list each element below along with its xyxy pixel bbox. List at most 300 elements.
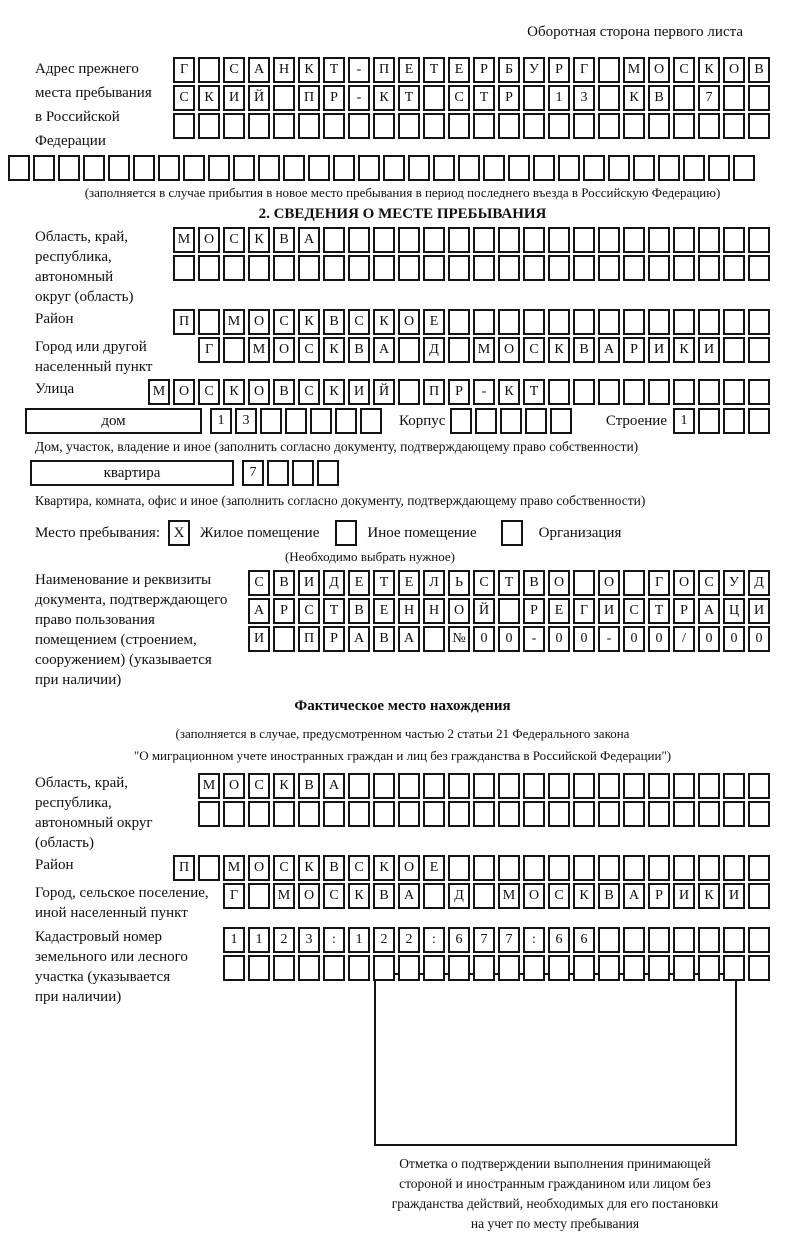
char-cell — [475, 408, 497, 434]
char-cell — [523, 773, 545, 799]
char-cell: О — [173, 379, 195, 405]
char-cell: С — [248, 570, 270, 596]
char-cell — [198, 801, 220, 827]
char-cell — [523, 85, 545, 111]
section2-title: 2. СВЕДЕНИЯ О МЕСТЕ ПРЕБЫВАНИЯ — [258, 206, 547, 222]
char-cell — [323, 227, 345, 253]
char-cell: О — [398, 309, 420, 335]
char-cell: С — [623, 598, 645, 624]
char-cell: 0 — [698, 626, 720, 652]
char-cell — [298, 113, 320, 139]
char-cell — [423, 227, 445, 253]
cadastral-row-1 — [223, 927, 770, 953]
char-cell: А — [248, 598, 270, 624]
char-cell: А — [298, 227, 320, 253]
char-cell — [498, 113, 520, 139]
char-cell — [548, 255, 570, 281]
char-cell — [748, 255, 770, 281]
char-cell: : — [323, 927, 345, 953]
char-cell: С — [223, 57, 245, 83]
char-cell: О — [223, 773, 245, 799]
char-cell: Т — [423, 57, 445, 83]
char-cell: 7 — [242, 460, 264, 486]
char-cell: П — [298, 85, 320, 111]
char-cell — [748, 927, 770, 953]
char-cell: В — [348, 598, 370, 624]
cadastral-label: Кадастровый номер земельного или лесного участка (указывается при наличии) — [35, 929, 188, 1005]
char-cell: В — [373, 626, 395, 652]
flat-number-row — [242, 460, 339, 486]
char-cell: Т — [323, 57, 345, 83]
char-cell — [698, 255, 720, 281]
char-cell — [533, 155, 555, 181]
char-cell — [498, 227, 520, 253]
char-cell: - — [523, 626, 545, 652]
house-number-row — [210, 408, 382, 434]
char-cell: В — [273, 379, 295, 405]
char-cell: О — [248, 855, 270, 881]
char-cell — [548, 855, 570, 881]
char-cell — [298, 955, 320, 981]
char-cell — [708, 155, 730, 181]
char-cell — [623, 927, 645, 953]
char-cell — [398, 337, 420, 363]
char-cell — [348, 255, 370, 281]
char-cell: Ь — [448, 570, 470, 596]
char-cell — [423, 773, 445, 799]
char-cell — [673, 773, 695, 799]
char-cell: В — [348, 337, 370, 363]
char-cell — [258, 155, 280, 181]
char-cell — [748, 955, 770, 981]
char-cell — [473, 801, 495, 827]
char-cell: Й — [373, 379, 395, 405]
char-cell — [58, 155, 80, 181]
char-cell: 6 — [448, 927, 470, 953]
char-cell — [723, 255, 745, 281]
char-cell — [198, 57, 220, 83]
char-cell: С — [523, 337, 545, 363]
fact-region-label: Область, край, республика, автономный округ (область) — [35, 775, 153, 851]
char-cell — [623, 113, 645, 139]
stroenie-label: Строение — [605, 412, 667, 429]
char-cell: К — [573, 883, 595, 909]
char-cell — [473, 255, 495, 281]
char-cell: В — [573, 337, 595, 363]
house-row — [35, 408, 770, 434]
char-cell: О — [198, 227, 220, 253]
char-cell: О — [673, 570, 695, 596]
char-cell — [658, 155, 680, 181]
fact-city-label: Город, сельское поселение, иной населенный пункт — [35, 885, 209, 921]
char-cell: 0 — [548, 626, 570, 652]
char-cell — [83, 155, 105, 181]
fact-region-row-2 — [198, 801, 770, 827]
char-cell — [598, 255, 620, 281]
char-cell: П — [423, 379, 445, 405]
char-cell — [423, 85, 445, 111]
char-cell — [523, 255, 545, 281]
stroenie-row — [673, 408, 770, 434]
char-cell: С — [323, 883, 345, 909]
stay-type-row — [35, 520, 770, 546]
city-field — [35, 337, 770, 377]
char-cell: Е — [448, 57, 470, 83]
char-cell: В — [748, 57, 770, 83]
prev-address-row-2 — [173, 85, 770, 111]
city-label: Город или другой населенный пункт — [35, 339, 153, 375]
char-cell — [698, 309, 720, 335]
char-cell: В — [373, 883, 395, 909]
char-cell — [423, 955, 445, 981]
char-cell: № — [448, 626, 470, 652]
char-cell — [525, 408, 547, 434]
char-cell — [573, 255, 595, 281]
char-cell — [358, 155, 380, 181]
char-cell — [698, 801, 720, 827]
char-cell — [723, 855, 745, 881]
char-cell: С — [673, 57, 695, 83]
char-cell: И — [598, 598, 620, 624]
char-cell: И — [648, 337, 670, 363]
char-cell — [673, 309, 695, 335]
char-cell — [498, 855, 520, 881]
actual-location-note: (заполняется в случае, предусмотренном частью 2 статьи 21 Федерального закона "О миграционном учете иностранных граждан и лиц без гражданства в Российской Федерации") — [133, 726, 672, 763]
char-cell: В — [273, 570, 295, 596]
char-cell — [473, 883, 495, 909]
char-cell — [573, 955, 595, 981]
option-label-zhiloe: Жилое помещение — [200, 524, 320, 541]
document-row-1 — [248, 570, 770, 596]
char-cell — [748, 227, 770, 253]
char-cell: К — [623, 85, 645, 111]
char-cell: Б — [498, 57, 520, 83]
char-cell — [323, 801, 345, 827]
char-cell: М — [623, 57, 645, 83]
stamp-note: Отметка о подтверждении выполнения принимающей стороной и иностранным гражданином или лицом без гражданства действий, необходимых для его постановки на учет по месту пребывания — [391, 1156, 719, 1231]
char-cell: Е — [423, 855, 445, 881]
char-cell — [648, 113, 670, 139]
char-cell — [273, 626, 295, 652]
char-cell: В — [323, 309, 345, 335]
char-cell — [523, 113, 545, 139]
char-cell: К — [248, 227, 270, 253]
char-cell — [648, 801, 670, 827]
char-cell — [548, 113, 570, 139]
char-cell: Т — [498, 570, 520, 596]
char-cell — [183, 155, 205, 181]
district-label: Район — [35, 311, 74, 327]
char-cell — [523, 309, 545, 335]
char-cell: К — [698, 57, 720, 83]
char-cell: 1 — [223, 927, 245, 953]
char-cell: 7 — [473, 927, 495, 953]
house-note: Дом, участок, владение и иное (заполнить согласно документу, подтверждающему право собственности) — [35, 439, 639, 454]
city-row — [198, 337, 770, 363]
char-cell — [273, 255, 295, 281]
char-cell — [398, 955, 420, 981]
char-cell: О — [523, 883, 545, 909]
char-cell — [673, 227, 695, 253]
char-cell — [433, 155, 455, 181]
option-label-organizatsiya: Организация — [538, 524, 622, 541]
char-cell — [598, 955, 620, 981]
char-cell — [673, 113, 695, 139]
street-row — [148, 379, 770, 405]
char-cell — [633, 155, 655, 181]
document-label: Наименование и реквизиты документа, подтверждающего право пользования помещением (строением, сооружением) (указывается при наличии) — [35, 572, 228, 688]
document-row-3 — [248, 626, 770, 652]
char-cell — [683, 155, 705, 181]
char-cell — [623, 379, 645, 405]
char-cell: Г — [648, 570, 670, 596]
char-cell — [292, 460, 314, 486]
char-cell — [423, 801, 445, 827]
char-cell — [248, 113, 270, 139]
char-cell: Й — [473, 598, 495, 624]
char-cell: А — [398, 626, 420, 652]
char-cell: Р — [673, 598, 695, 624]
char-cell: В — [523, 570, 545, 596]
char-cell — [623, 855, 645, 881]
char-cell — [198, 309, 220, 335]
char-cell: Г — [173, 57, 195, 83]
char-cell — [450, 408, 472, 434]
char-cell: Ц — [723, 598, 745, 624]
char-cell — [448, 955, 470, 981]
char-cell — [323, 255, 345, 281]
char-cell — [598, 57, 620, 83]
char-cell — [523, 855, 545, 881]
char-cell — [723, 227, 745, 253]
char-cell — [723, 773, 745, 799]
fact-city-row — [223, 883, 770, 909]
region-label: Область, край, республика, автономный округ (область) — [35, 229, 134, 305]
char-cell — [648, 955, 670, 981]
district-row — [173, 309, 770, 335]
char-cell — [673, 801, 695, 827]
document-field — [35, 570, 770, 690]
stamp-box — [374, 973, 737, 1146]
char-cell: Т — [323, 598, 345, 624]
char-cell: О — [248, 379, 270, 405]
char-cell: И — [723, 883, 745, 909]
char-cell: С — [223, 227, 245, 253]
region-row-2 — [173, 255, 770, 281]
char-cell — [623, 227, 645, 253]
char-cell: Р — [548, 57, 570, 83]
char-cell: И — [223, 85, 245, 111]
char-cell: 3 — [235, 408, 257, 434]
form-page — [0, 24, 800, 1231]
char-cell: Е — [398, 57, 420, 83]
char-cell — [223, 255, 245, 281]
fact-district-label: Район — [35, 857, 74, 873]
char-cell — [573, 309, 595, 335]
char-cell — [548, 227, 570, 253]
char-cell — [623, 955, 645, 981]
char-cell — [448, 255, 470, 281]
char-cell — [473, 227, 495, 253]
korpus-row — [450, 408, 572, 434]
char-cell — [108, 155, 130, 181]
char-cell: С — [473, 570, 495, 596]
char-cell: Р — [648, 883, 670, 909]
char-cell — [458, 155, 480, 181]
char-cell: Е — [398, 570, 420, 596]
char-cell: А — [598, 337, 620, 363]
char-cell — [198, 113, 220, 139]
char-cell: 0 — [748, 626, 770, 652]
char-cell — [698, 227, 720, 253]
char-cell — [273, 113, 295, 139]
char-cell — [448, 801, 470, 827]
char-cell — [448, 773, 470, 799]
char-cell: / — [673, 626, 695, 652]
char-cell — [348, 955, 370, 981]
char-cell — [498, 955, 520, 981]
char-cell: С — [298, 337, 320, 363]
char-cell — [723, 408, 745, 434]
char-cell: О — [648, 57, 670, 83]
char-cell: М — [473, 337, 495, 363]
char-cell — [223, 337, 245, 363]
char-cell: 0 — [573, 626, 595, 652]
char-cell — [523, 955, 545, 981]
char-cell — [598, 227, 620, 253]
flat-note: Квартира, комната, офис и иное (заполнить согласно документу, подтверждающему право собственности) — [35, 493, 646, 508]
char-cell: А — [248, 57, 270, 83]
char-cell — [498, 773, 520, 799]
char-cell: Г — [573, 598, 595, 624]
street-label: Улица — [35, 381, 75, 397]
char-cell: И — [698, 337, 720, 363]
char-cell: И — [298, 570, 320, 596]
char-cell — [348, 773, 370, 799]
char-cell — [723, 85, 745, 111]
flat-type-box: квартира — [30, 460, 234, 486]
char-cell — [598, 773, 620, 799]
char-cell: С — [348, 309, 370, 335]
char-cell: М — [223, 309, 245, 335]
char-cell — [317, 460, 339, 486]
char-cell: П — [373, 57, 395, 83]
char-cell — [373, 113, 395, 139]
char-cell — [548, 801, 570, 827]
char-cell — [448, 113, 470, 139]
char-cell: М — [273, 883, 295, 909]
char-cell: К — [198, 85, 220, 111]
char-cell — [648, 255, 670, 281]
fact-region-field — [35, 773, 770, 853]
char-cell: Д — [323, 570, 345, 596]
char-cell: А — [398, 883, 420, 909]
char-cell — [733, 155, 755, 181]
char-cell — [498, 598, 520, 624]
char-cell — [373, 255, 395, 281]
char-cell — [558, 155, 580, 181]
char-cell: - — [473, 379, 495, 405]
char-cell — [698, 113, 720, 139]
char-cell: А — [348, 626, 370, 652]
char-cell: О — [723, 57, 745, 83]
char-cell — [723, 955, 745, 981]
char-cell — [698, 773, 720, 799]
char-cell: С — [548, 883, 570, 909]
char-cell: Г — [223, 883, 245, 909]
char-cell: К — [373, 855, 395, 881]
char-cell — [398, 255, 420, 281]
char-cell — [748, 773, 770, 799]
region-field — [35, 227, 770, 307]
char-cell — [448, 337, 470, 363]
char-cell — [598, 309, 620, 335]
char-cell — [348, 113, 370, 139]
char-cell: 1 — [548, 85, 570, 111]
char-cell — [323, 955, 345, 981]
char-cell — [648, 927, 670, 953]
char-cell — [583, 155, 605, 181]
char-cell — [723, 337, 745, 363]
char-cell: : — [523, 927, 545, 953]
checkbox-inoe — [335, 520, 357, 546]
char-cell — [598, 379, 620, 405]
char-cell: М — [173, 227, 195, 253]
fact-district-row — [173, 855, 770, 881]
char-cell — [248, 955, 270, 981]
char-cell — [173, 255, 195, 281]
char-cell — [198, 855, 220, 881]
char-cell — [623, 255, 645, 281]
char-cell — [573, 379, 595, 405]
char-cell: Р — [323, 85, 345, 111]
char-cell — [8, 155, 30, 181]
char-cell — [423, 255, 445, 281]
char-cell — [335, 408, 357, 434]
char-cell: Е — [373, 598, 395, 624]
char-cell: И — [673, 883, 695, 909]
char-cell — [398, 379, 420, 405]
char-cell — [348, 801, 370, 827]
char-cell — [698, 408, 720, 434]
char-cell: 2 — [398, 927, 420, 953]
char-cell: К — [698, 883, 720, 909]
char-cell — [573, 801, 595, 827]
char-cell — [548, 773, 570, 799]
char-cell: К — [373, 85, 395, 111]
char-cell — [273, 801, 295, 827]
char-cell: В — [598, 883, 620, 909]
char-cell — [623, 309, 645, 335]
char-cell: Р — [523, 598, 545, 624]
char-cell: 1 — [673, 408, 695, 434]
char-cell: Р — [498, 85, 520, 111]
char-cell: Т — [473, 85, 495, 111]
char-cell: Н — [398, 598, 420, 624]
char-cell — [373, 773, 395, 799]
char-cell — [223, 801, 245, 827]
stay-type-note: (Необходимо выбрать нужное) — [284, 549, 456, 564]
char-cell — [698, 927, 720, 953]
char-cell: М — [198, 773, 220, 799]
char-cell: 1 — [348, 927, 370, 953]
actual-location-title: Фактическое место нахождения — [294, 698, 511, 714]
option-label-inoe: Иное помещение — [367, 524, 477, 541]
char-cell: М — [148, 379, 170, 405]
char-cell: А — [373, 337, 395, 363]
char-cell: О — [298, 883, 320, 909]
char-cell — [748, 408, 770, 434]
